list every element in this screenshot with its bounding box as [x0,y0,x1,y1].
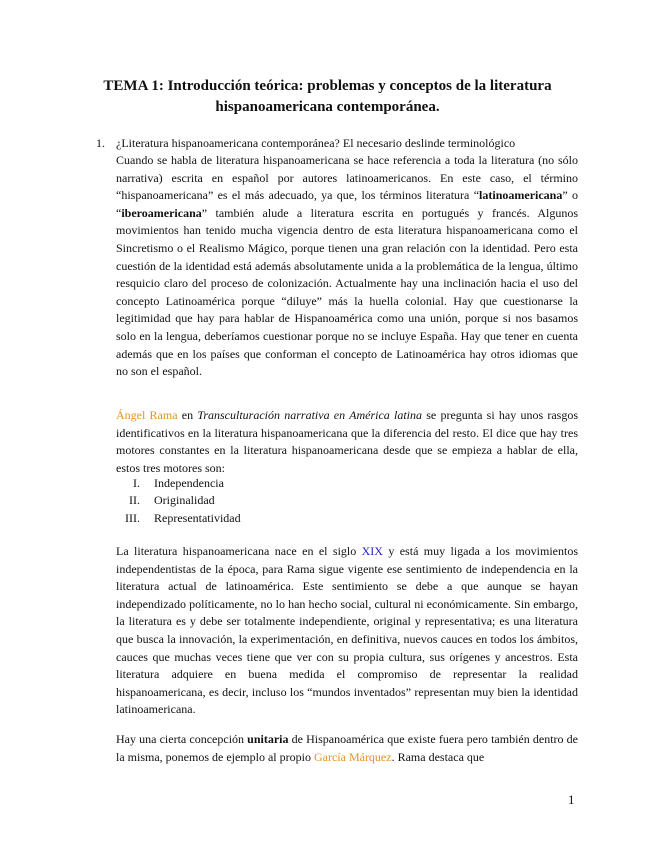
p2-text-b: se pregunta si hay unos rasgos identificativos en la literatura hispanoamericana que la diferencia del resto. El dice que hay tres motores constantes en la literatura hispanoamericana desde que se empieza a hablar de ella, estos tres motores son: [116,408,579,475]
p2-work-title: Transculturación narrativa en América latina [197,408,423,422]
motors-list [116,475,416,527]
paragraph-3 [116,543,578,719]
paragraph-1 [116,152,578,381]
section-heading [96,135,566,152]
p1-text-c: ” o “ [116,188,579,220]
title-line-2: hispanoamericana contemporánea. [215,99,440,115]
p4-text-a: Hay una cierta concepción [116,732,248,746]
author-link-garcia-marquez[interactable]: García Márquez [313,749,392,764]
p1-text-e: ” también alude a literatura escrita en portugués y francés. Algunos movimientos han tenido mucha vigencia dentro de esta literatura hispanoamericana como el Sincretismo o el Realismo Mágico, porque tienen una gran relación con la identidad. Pero esta cuestión de la identidad está además absolutamente unida a la problemática de la lengua, último resquicio claro del proceso de colonización. Actualmente hay una inclinación hacia el uso del concepto Latinoamérica porque “diluye” más la huella colonial. Hay que cuestionarse la legitimidad que hay para hablar de Hispanoamérica como una unión, porque si nos basamos solo en la lengua, deberíamos cuestionar porque no se incluye España. Hay que tener en cuenta además que en los países que conforman el concepto de Latinoamérica hay otros idiomas que no son el español. [116,205,578,379]
section-heading-text: ¿Literatura hispanoamericana contemporánea? El necesario deslinde terminológico [116,136,516,150]
list-numeral: III. [125,510,140,525]
list-item [116,475,416,492]
p1-term-iberoamericana: iberoamericana [121,205,202,220]
p1-term-latinoamericana: latinoamericana [479,188,563,203]
page-number: 1 [568,792,575,807]
list-label: Originalidad [154,493,215,508]
author-link-angel-rama[interactable]: Ángel Rama [116,408,178,422]
century-link-xix[interactable]: XIX [361,544,383,558]
title-line-1: TEMA 1: Introducción teórica: problemas y conceptos de la literatura [103,78,552,94]
list-label: Representatividad [154,510,241,525]
p4-text-d: . Rama destaca que [391,749,485,764]
section-number: 1. [96,136,105,150]
list-label: Independencia [154,476,224,490]
paragraph-2 [116,407,578,477]
p4-term-unitaria: unitaria [247,732,289,746]
p1-text-a: Cuando se habla de literatura hispanoamericana se hace referencia a toda la literatura (no sólo narrativa) escrita en español por autores latinoamericanos. En este caso, el término “hispanoamericana” es el más adecuado, ya que, los términos literatura “ [116,153,578,203]
document-title [60,76,595,118]
list-numeral: II. [129,493,140,508]
p4-text-c: de Hispanoamérica que existe fuera pero también dentro de la misma, ponemos de ejemplo al propio [116,732,578,764]
paragraph-4 [116,731,578,766]
list-item [116,510,416,527]
p3-text-b: y está muy ligada a los movimientos independentistas de la época, para Rama sigue vigente ese sentimiento de independencia en la literatura actual de latinoamérica. Este sentimiento se debe a que aunque se hayan independizado políticamente, no lo han hecho social, cultural ni económicamente. Sin embargo, la literatura es y debe ser totalmente independiente, original y representativa; es una literatura que busca la innovación, la experimentación, en definitiva, nuevos cauces en todos los ámbitos, cauces que muchas veces tiene que ver con su propia cultura, sus orígenes y ancestros. Esta literatura adquiere en buena medida el compromiso de representar la realidad hispanoamericana, es decir, incluso los “mundos inventados” representan muy bien la identidad latinoamericana. [116,544,578,717]
list-numeral: I. [133,476,140,490]
list-item [116,492,416,509]
p3-text-a: La literatura hispanoamericana nace en el siglo [116,544,362,558]
p2-text-a: en [177,408,198,422]
